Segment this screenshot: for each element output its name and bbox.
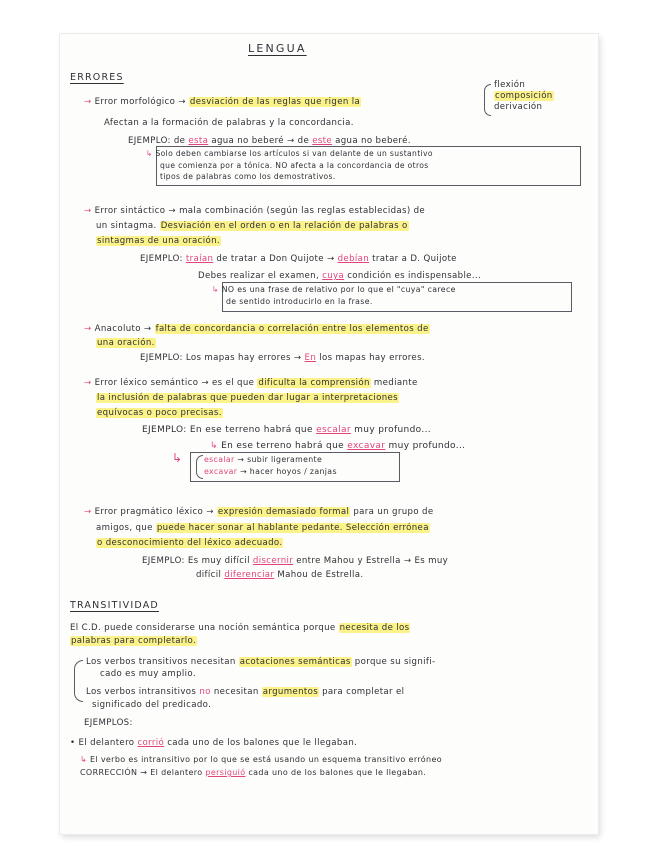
brace-icon — [196, 455, 203, 479]
sintactico-line3: sintagmas de una oración. — [97, 236, 220, 246]
pragmatico-line3: o desconocimiento del léxico adecuado. — [97, 538, 283, 548]
brace-icon — [74, 660, 83, 702]
transitividad-ex2: ↳ El verbo es intransitivo por lo que se está usando un esquema transitivo erróneo — [80, 755, 442, 764]
morfologico-brace-list — [494, 80, 554, 113]
pragmatico-example2: difícil diferenciar Mahou de Estrella. — [196, 570, 364, 580]
brace-item-derivacion: derivación — [494, 102, 543, 112]
page-title: LENGUA — [248, 42, 307, 55]
morfologico-note: ↳ Solo deben cambiarse los artículos si van delante de un sustantivo que comienza por a tónica. NO afecta a la concordancia de otros tipos de palabras como los demostrativos. — [146, 149, 433, 181]
example-word: este — [312, 136, 333, 146]
transitividad-b1: Los verbos transitivos necesitan acotaciones semánticas porque su signifi- — [86, 657, 436, 667]
example-label: EJEMPLO: — [128, 136, 171, 146]
lexico-example2: ↳ En ese terreno habrá que excavar muy profundo... — [210, 441, 466, 451]
morfologico-example: EJEMPLO: de esta agua no beberé → de este agua no beberé. — [128, 136, 411, 146]
section-heading-errores: ERRORES — [70, 72, 124, 83]
sintactico-note: ↳ NO es una frase de relativo por lo que el "cuya" carece de sentido introducirlo en la frase. — [212, 285, 456, 306]
transitividad-p1: El C.D. puede considerarse una noción semántica porque necesita de los — [70, 623, 410, 633]
transitividad-ex3: CORRECCIÓN → El delantero persiguió cada uno de los balones que le llegaban. — [80, 768, 427, 777]
sintactico-line1: → Error sintáctico → mala combinación (según las reglas establecidas) de — [84, 206, 426, 216]
sintactico-example2: Debes realizar el examen, cuya condición es indispensable... — [198, 271, 482, 281]
pragmatico-example1: EJEMPLO: Es muy difícil discernir entre Mahou y Estrella → Es muy — [142, 556, 449, 566]
notebook-page — [60, 34, 598, 834]
lexico-line1: → Error léxico semántico → es el que dificulta la comprensión mediante — [84, 378, 418, 388]
anacoluto-line1: → Anacoluto → falta de concordancia o correlación entre los elementos de — [84, 324, 429, 334]
morfologico-line2: Afectan a la formación de palabras y la concordancia. — [104, 118, 354, 128]
corner-arrow-icon: ↳ — [172, 451, 183, 465]
bullet-arrow-icon: → — [84, 97, 95, 107]
examples-heading: EJEMPLOS: — [84, 718, 133, 728]
brace-item-flexion: flexión — [494, 80, 526, 90]
sintactico-example1: EJEMPLO: traían de tratar a Don Quijote → debían tratar a D. Quijote — [140, 254, 457, 264]
anacoluto-example: EJEMPLO: Los mapas hay errores → En los mapas hay errores. — [140, 353, 425, 363]
example-word: esta — [188, 136, 209, 146]
brace-item-composicion: composición — [495, 91, 553, 101]
morfologico-lead: Error morfológico → — [94, 97, 186, 107]
section-heading-transitividad: TRANSITIVIDAD — [70, 600, 159, 611]
lexico-example1: EJEMPLO: En ese terreno habrá que escalar muy profundo... — [142, 425, 432, 435]
transitividad-b2-cont: significado del predicado. — [92, 700, 212, 710]
morfologico-definition: desviación de las reglas que rigen la — [189, 97, 361, 107]
anacoluto-line2: una oración. — [97, 338, 155, 348]
brace-icon — [484, 84, 491, 116]
lexico-comparison: escalar → subir ligeramente excavar → hacer hoyos / zanjas — [204, 455, 337, 476]
transitividad-b1-cont: cado es muy amplio. — [100, 669, 196, 679]
lexico-line2: la inclusión de palabras que pueden dar lugar a interpretaciones — [97, 393, 398, 403]
transitividad-b2: Los verbos intransitivos no necesitan argumentos para completar el — [86, 687, 405, 697]
lexico-line3: equívocas o poco precisas. — [97, 408, 222, 418]
sintactico-line2: un sintagma. Desviación en el orden o en la relación de palabras o — [96, 221, 408, 231]
transitividad-p1b: palabras para completarlo. — [71, 636, 197, 646]
transitividad-ex1: • El delantero corrió cada uno de los balones que le llegaban. — [70, 738, 358, 748]
pragmatico-line2: amigos, que puede hacer sonar al hablante pedante. Selección errónea — [96, 523, 429, 533]
morfologico-line — [84, 96, 361, 108]
pragmatico-line1: → Error pragmático léxico → expresión demasiado formal para un grupo de — [84, 507, 434, 517]
